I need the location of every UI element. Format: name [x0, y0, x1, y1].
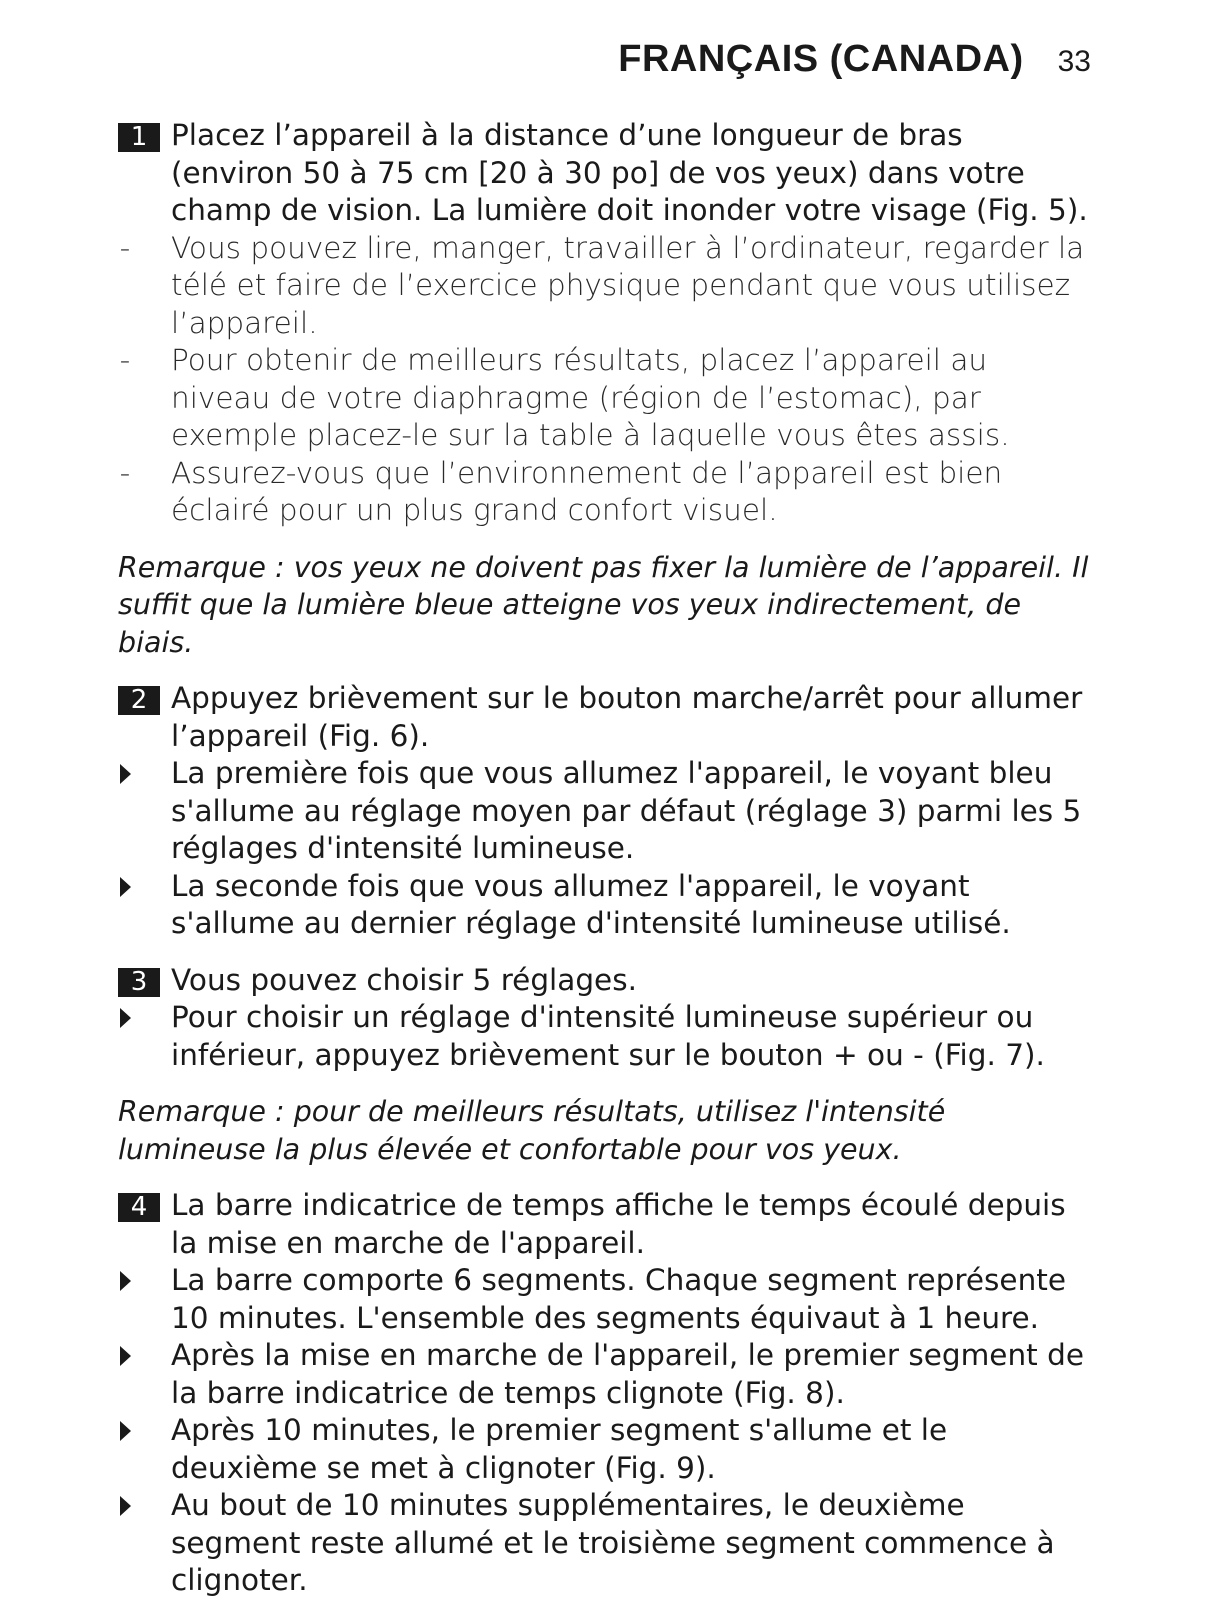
- step-text: Vous pouvez choisir 5 réglages.: [171, 962, 637, 997]
- bullet-text: La seconde fois que vous allumez l'appareil, le voyant s'allume au dernier réglage d'intensité lumineuse utilisé.: [171, 868, 1011, 940]
- instructions: [118, 117, 1093, 1600]
- step-number-badge: 2: [118, 686, 160, 715]
- bullet-item: [118, 755, 1093, 868]
- step-number-badge: 4: [118, 1193, 160, 1222]
- bullet-item: [118, 1487, 1093, 1600]
- bullet-item: [118, 1262, 1093, 1337]
- tip-text: Assurez-vous que l’environnement de l’appareil est bien éclairé pour un plus grand confort visuel.: [171, 455, 1003, 527]
- bullet-text: La barre comporte 6 segments. Chaque segment représente 10 minutes. L'ensemble des segments équivaut à 1 heure.: [171, 1263, 1066, 1335]
- note-1: Remarque : vos yeux ne doivent pas fixer la lumière de l’appareil. Il suffit que la lumière bleue atteigne vos yeux indirectement, de biais.: [118, 550, 1089, 659]
- step-number-badge: 3: [118, 968, 160, 997]
- step-text: Placez l’appareil à la distance d’une longueur de bras (environ 50 à 75 cm [20 à 30 po] de vos yeux) dans votre champ de vision. La lumière doit inonder votre visage (Fig. 5).: [171, 118, 1088, 227]
- tip-item: [118, 455, 1093, 530]
- bullet-icon: [120, 1496, 131, 1516]
- bullet-icon: [120, 1421, 131, 1441]
- section-title: FRANÇAIS (CANADA): [618, 38, 1024, 80]
- bullet-icon: [120, 1346, 131, 1366]
- step-number-badge: 1: [118, 123, 160, 152]
- bullet-text: Pour choisir un réglage d'intensité lumineuse supérieur ou inférieur, appuyez brièvement sur le bouton + ou - (Fig. 7).: [171, 1000, 1045, 1072]
- bullet-item: [118, 1337, 1093, 1412]
- step-text: La barre indicatrice de temps affiche le temps écoulé depuis la mise en marche de l'appareil.: [171, 1188, 1066, 1260]
- dash-marker: -: [119, 343, 131, 377]
- step-3: [118, 962, 1093, 1000]
- tip-text: Vous pouvez lire, manger, travailler à l’ordinateur, regarder la télé et faire de l’exercice physique pendant que vous utilisez l’appareil.: [171, 230, 1085, 340]
- tip-text: Pour obtenir de meilleurs résultats, placez l’appareil au niveau de votre diaphragme (région de l’estomac), par exemple placez-le sur la table à laquelle vous êtes assis.: [171, 343, 1010, 452]
- bullet-text: Après 10 minutes, le premier segment s'allume et le deuxième se met à clignoter (Fig. 9).: [171, 1413, 948, 1485]
- tip-item: [118, 230, 1093, 343]
- step-2: [118, 680, 1093, 755]
- bullet-text: Au bout de 10 minutes supplémentaires, le deuxième segment reste allumé et le troisième segment commence à clignoter.: [171, 1488, 1055, 1597]
- bullet-item: [118, 999, 1093, 1074]
- dash-marker: -: [119, 230, 131, 265]
- page-number: 33: [1057, 45, 1091, 78]
- bullet-icon: [120, 877, 131, 897]
- page-header: [618, 38, 1091, 81]
- bullet-item: [118, 1412, 1093, 1487]
- bullet-icon: [120, 764, 131, 784]
- note-3: Remarque : pour de meilleurs résultats, utilisez l'intensité lumineuse la plus élevée et confortable pour vos yeux.: [118, 1095, 946, 1166]
- tip-item: [118, 342, 1093, 455]
- step-4: [118, 1187, 1093, 1262]
- dash-marker: -: [119, 455, 131, 490]
- bullet-text: Après la mise en marche de l'appareil, le premier segment de la barre indicatrice de temps clignote (Fig. 8).: [171, 1338, 1084, 1410]
- step-1: [118, 117, 1093, 230]
- bullet-icon: [120, 1271, 131, 1291]
- bullet-text: La première fois que vous allumez l'appareil, le voyant bleu s'allume au réglage moyen par défaut (réglage 3) parmi les 5 réglages d'intensité lumineuse.: [171, 756, 1082, 865]
- step-text: Appuyez brièvement sur le bouton marche/arrêt pour allumer l’appareil (Fig. 6).: [171, 681, 1083, 753]
- bullet-icon: [120, 1008, 131, 1028]
- bullet-item: [118, 868, 1093, 943]
